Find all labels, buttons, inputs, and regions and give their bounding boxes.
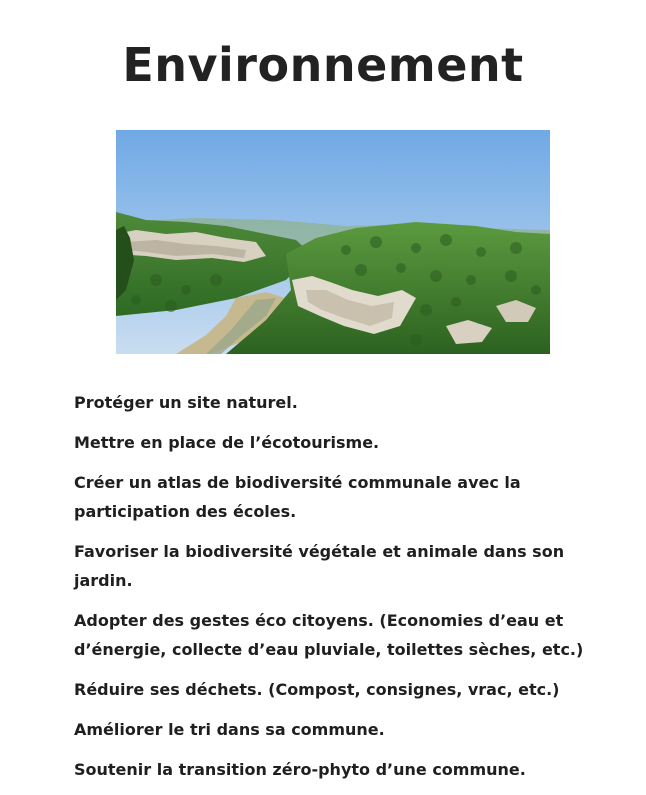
landscape-illustration [116, 130, 550, 354]
initiatives-list [74, 388, 614, 795]
list-item: Mettre en place de l’écotourisme. [74, 433, 380, 452]
list-item: Soutenir la transition zéro-phyto d’une commune. [74, 760, 526, 779]
gorge-landscape-photo [116, 130, 550, 354]
page-title: Environnement [122, 38, 524, 92]
list-item: Protéger un site naturel. [74, 393, 298, 412]
list-item: Réduire ses déchets. (Compost, consignes, vrac, etc.) [74, 680, 560, 699]
list-item: Améliorer le tri dans sa commune. [74, 720, 385, 739]
list-item: Créer un atlas de biodiversité communale avec la participation des écoles. [74, 473, 521, 521]
list-item: Favoriser la biodiversité végétale et animale dans son jardin. [74, 542, 565, 590]
list-item: Adopter des gestes éco citoyens. (Economies d’eau et d’énergie, collecte d’eau pluviale, toilettes sèches, etc.) [74, 611, 584, 659]
